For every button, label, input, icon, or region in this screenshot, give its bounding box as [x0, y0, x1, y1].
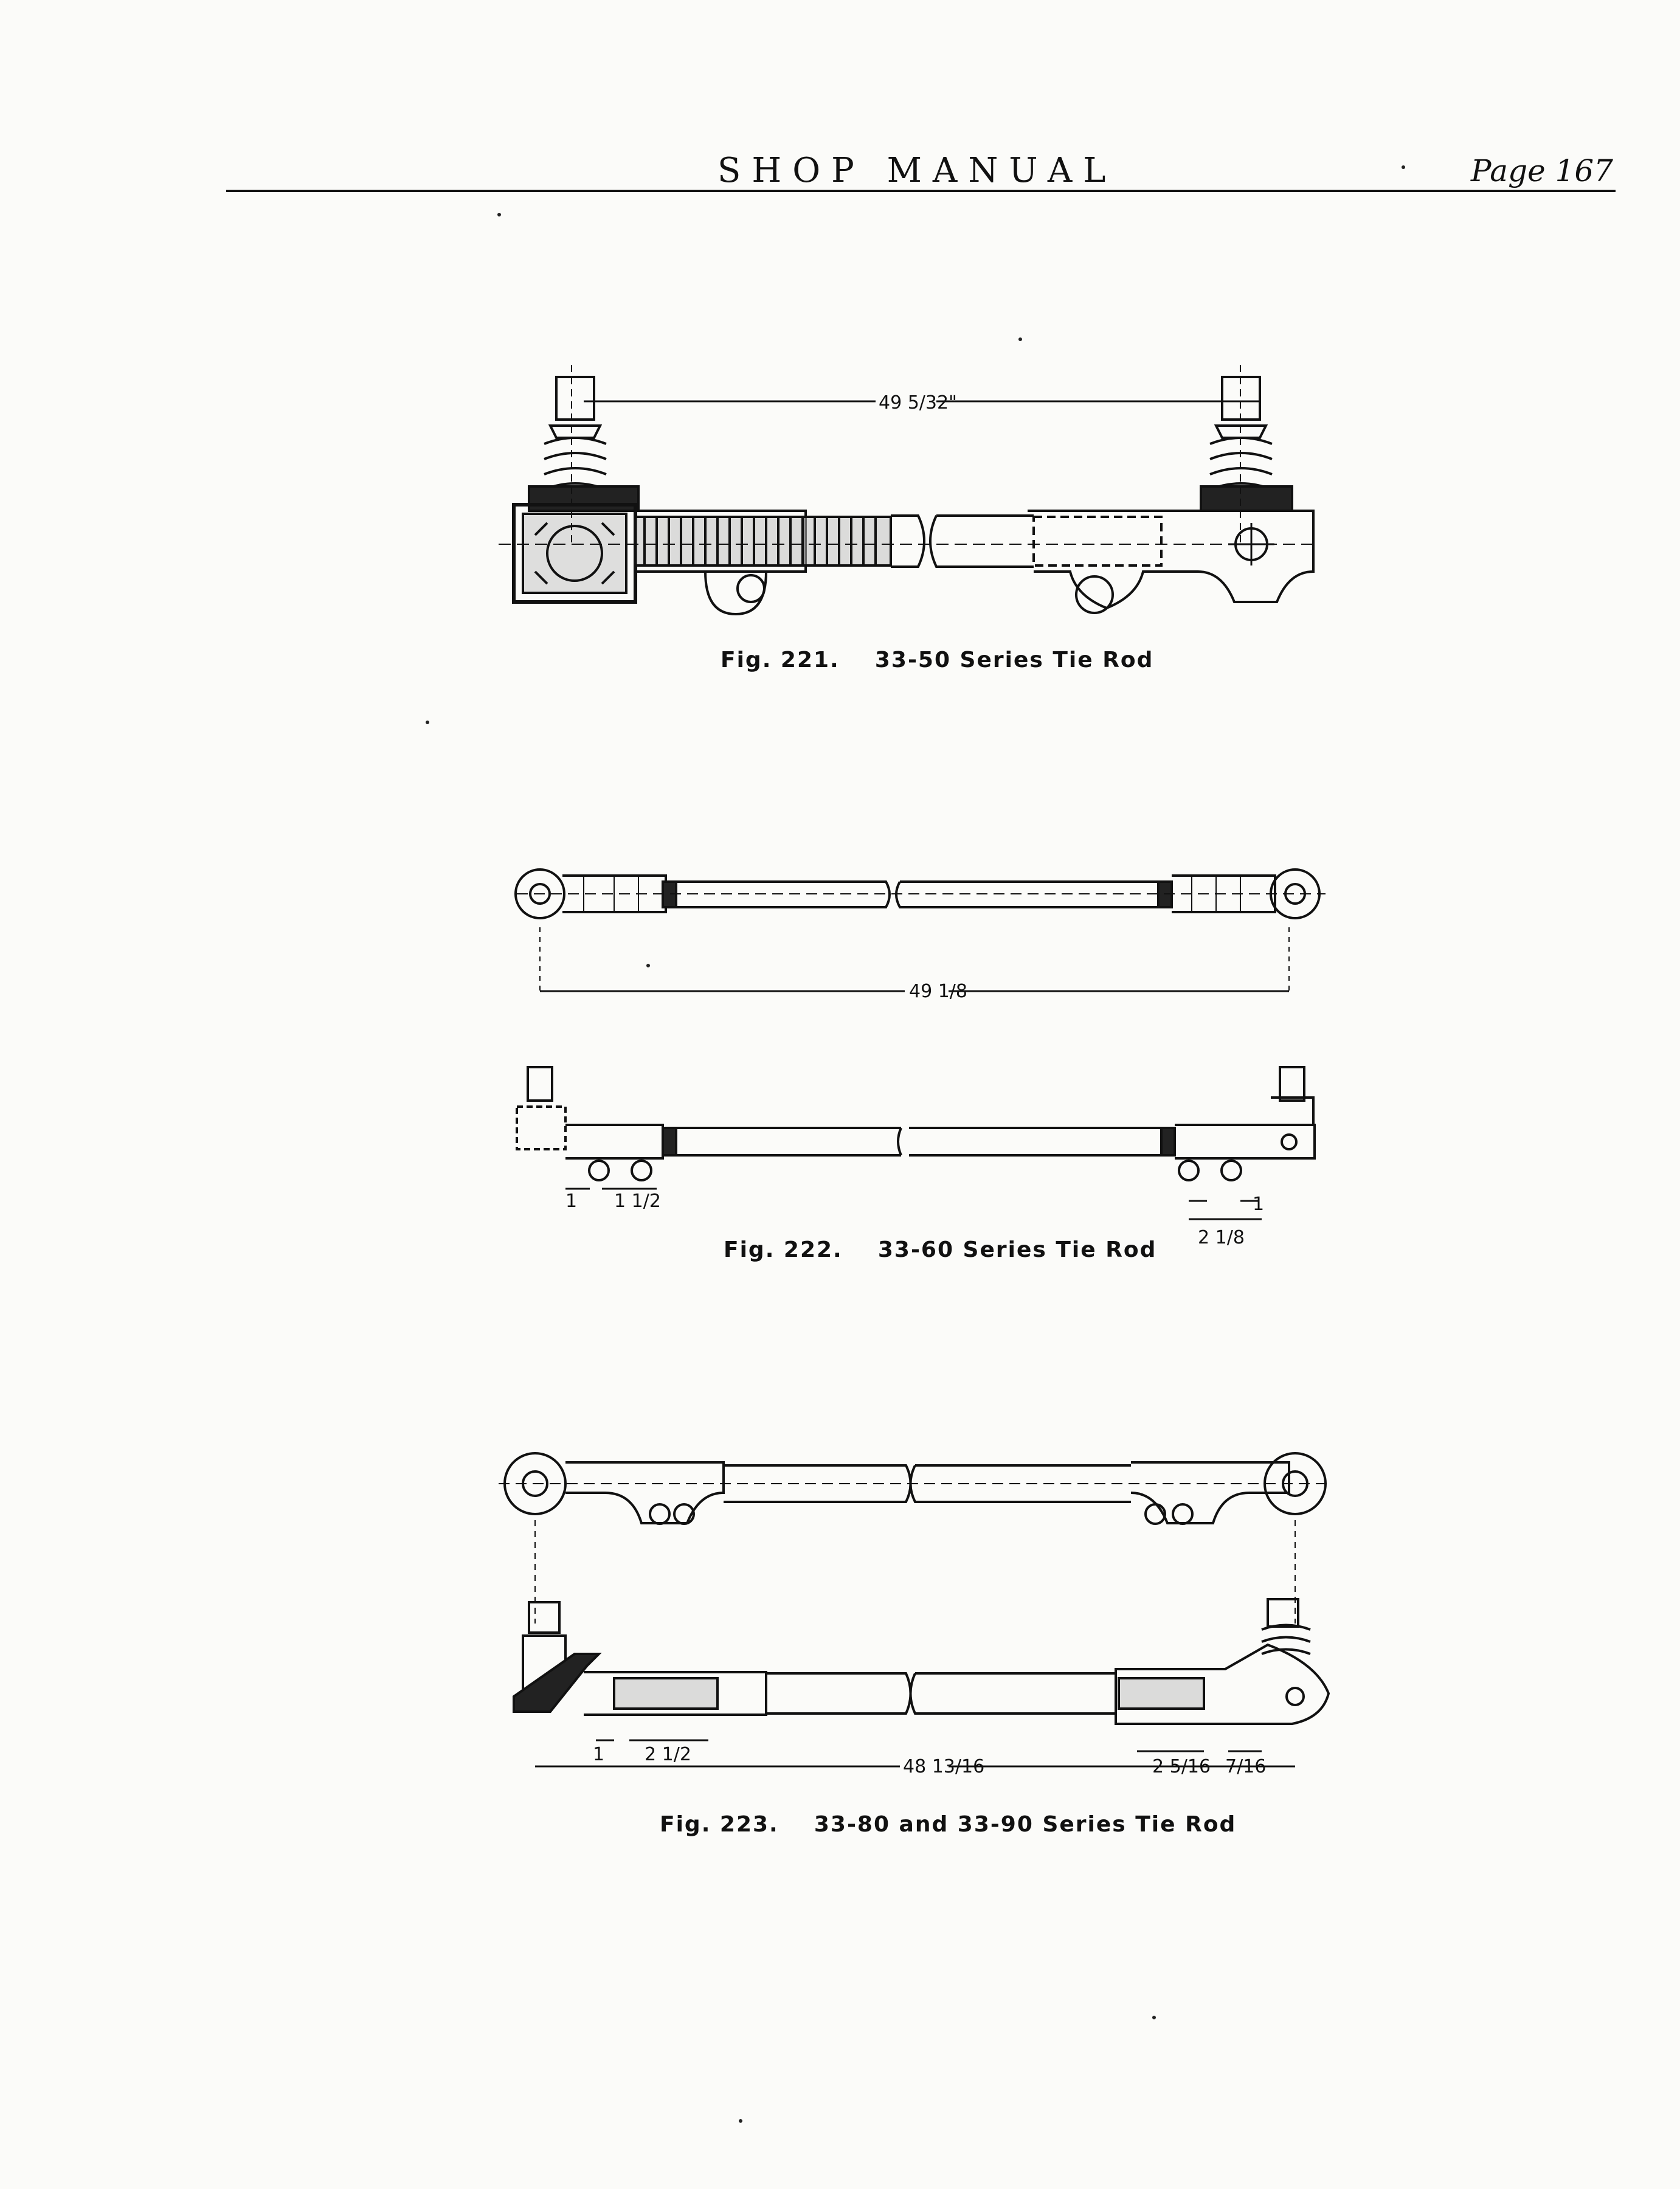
fig-222-caption-number: Fig. 222.: [724, 1237, 843, 1262]
fig-222-drawing: [516, 870, 1326, 1219]
fig-221-caption-text: 33-50 Series Tie Rod: [874, 648, 1154, 673]
fig-223-dimension-b: 2 1/2: [645, 1744, 691, 1765]
fig-222-caption-text: 33-60 Series Tie Rod: [877, 1237, 1157, 1262]
fig-221-caption: [721, 648, 1153, 673]
fig-222-dimension-overall: 49 1/8: [909, 981, 967, 1002]
fig-223-drawing: [499, 1453, 1332, 1766]
scan-speck: [1402, 165, 1405, 169]
page-number: Page 167: [1470, 153, 1613, 188]
fig-222-dimension-c: 2 1/8: [1198, 1227, 1245, 1248]
fig-222-dimension-b: 1 1/2: [614, 1191, 661, 1212]
header-title: SHOP MANUAL: [717, 151, 1117, 190]
fig-222-dimension-d: 1: [1253, 1194, 1265, 1215]
fig-223-caption-text: 33-80 and 33-90 Series Tie Rod: [814, 1812, 1237, 1837]
scan-speck: [1152, 2016, 1156, 2019]
fig-223-caption-number: Fig. 223.: [660, 1812, 779, 1837]
fig-223-dimension-overall: 48 13/16: [903, 1756, 985, 1777]
fig-221-caption-number: Fig. 221.: [721, 648, 840, 673]
fig-223-caption: [660, 1812, 1236, 1837]
scan-speck: [497, 213, 501, 216]
fig-223-dimension-a: 1: [593, 1744, 605, 1765]
fig-222-caption: [724, 1237, 1156, 1262]
scan-speck: [426, 721, 429, 724]
scan-speck: [739, 2119, 742, 2123]
fig-221-dimension: 49 5/32": [879, 392, 957, 413]
fig-223-dimension-c: 2 5/16: [1152, 1756, 1211, 1777]
fig-223-dimension-d: 7/16: [1225, 1756, 1267, 1777]
scan-speck: [1018, 337, 1022, 341]
scan-speck: [646, 964, 650, 967]
fig-222-dimension-a: 1: [565, 1191, 578, 1212]
